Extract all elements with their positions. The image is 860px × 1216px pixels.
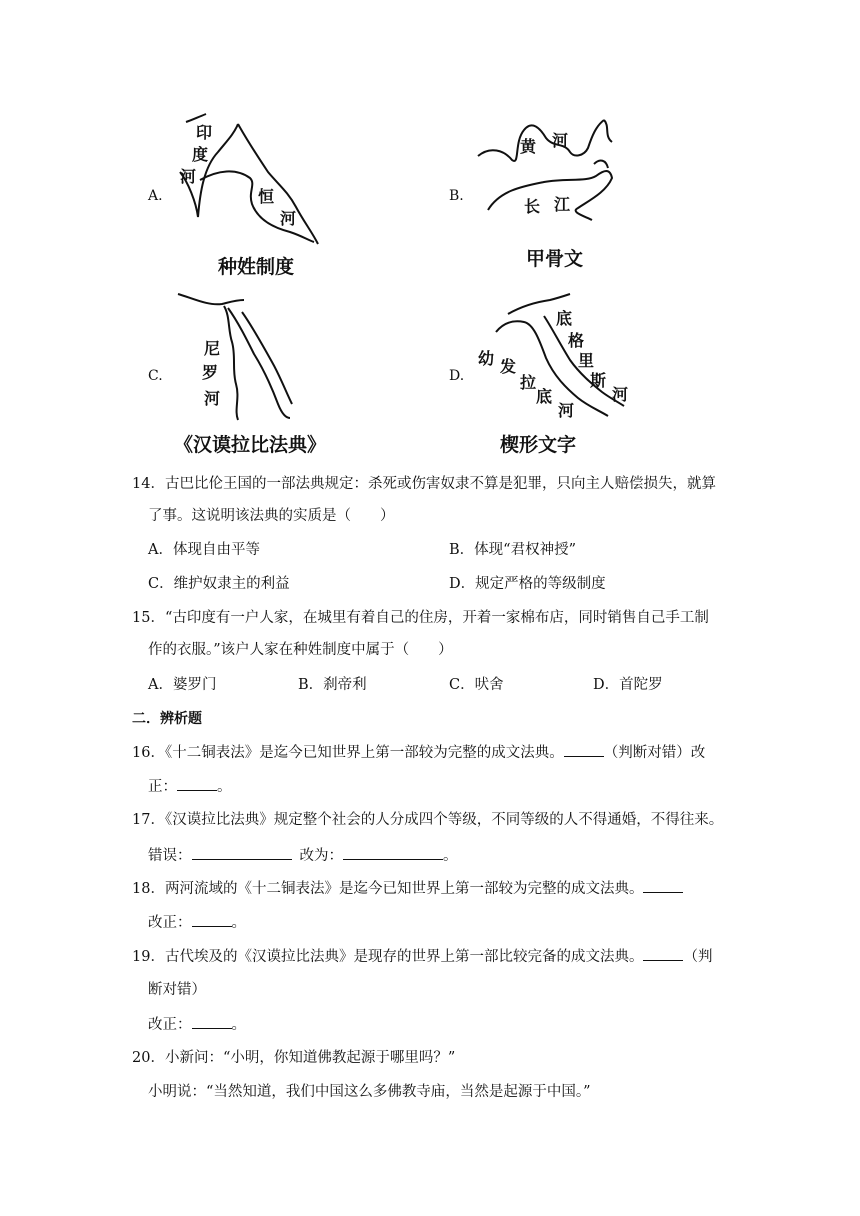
map-c-label-1: 尼 [204, 339, 221, 358]
q14-option-c[interactable]: C．维护奴隶主的利益 [148, 576, 290, 592]
q19-line1 [132, 946, 712, 967]
map-c-label-3: 河 [204, 389, 221, 408]
q16-period: 。 [217, 779, 232, 795]
q17-error-label: 错误： [148, 848, 192, 864]
section-title: 二．辨析题 [132, 711, 202, 727]
q20-line1: 20．小新问：“小明，你知道佛教起源于哪里吗？” [132, 1050, 456, 1066]
q17-fix-blank[interactable] [343, 845, 443, 860]
q18-answer-blank[interactable] [643, 878, 683, 893]
q16-line2 [148, 776, 232, 797]
q19-period: 。 [231, 1017, 246, 1033]
map-b-label-2: 河 [552, 131, 569, 150]
map-c-label-2: 罗 [202, 363, 219, 382]
q16-text: 16．《十二铜表法》是迄今已知世界上第一部较为完整的成文法典。 [132, 745, 564, 761]
map-a-label-2: 度 [192, 145, 209, 164]
option-d-letter: D. [449, 368, 465, 384]
map-d-label-1: 底 [556, 309, 573, 328]
map-d-label-8: 拉 [520, 373, 537, 392]
q15-option-d[interactable]: D．首陀罗 [593, 677, 663, 693]
q18-line2 [148, 912, 246, 933]
map-a-label-5: 河 [280, 209, 297, 228]
q15-option-a[interactable]: A．婆罗门 [148, 677, 217, 693]
map-option-b [474, 112, 634, 278]
q15-stem-line1: 15．“古印度有一户人家，在城里有着自己的住房，开着一家棉布店，同时销售自己手工制 [132, 610, 709, 626]
option-a-letter: A. [148, 188, 163, 204]
q16-correct-label: 正： [148, 779, 177, 795]
q17-error-blank[interactable] [192, 845, 292, 860]
map-d-caption: 楔形文字 [500, 434, 577, 456]
map-option-a [178, 112, 324, 280]
map-d-label-2: 格 [568, 331, 585, 350]
q16-correction-blank[interactable] [177, 776, 217, 791]
q19-correct-label: 改正： [148, 1017, 192, 1033]
q18-text: 18．两河流域的《十二铜表法》是迄今已知世界上第一部较为完整的成文法典。 [132, 881, 644, 897]
q18-correct-label: 改正： [148, 915, 192, 931]
map-d-label-7: 发 [500, 357, 517, 376]
q19-line3 [148, 1014, 246, 1035]
q18-line1 [132, 878, 683, 899]
map-d-label-9: 底 [536, 387, 553, 406]
q14-option-a[interactable]: A．体现自由平等 [148, 542, 260, 558]
q14-option-d[interactable]: D．规定严格的等级制度 [449, 576, 606, 592]
map-d-label-5: 河 [612, 385, 629, 404]
q19-line2: 断对错） [148, 982, 206, 998]
map-option-c [172, 292, 336, 460]
map-d-label-4: 斯 [590, 371, 607, 390]
map-a-label-1: 印 [196, 123, 213, 142]
q14-option-b[interactable]: B．体现“君权神授” [449, 542, 576, 558]
q16-line1 [132, 742, 705, 763]
map-a-label-3: 河 [180, 167, 197, 186]
q19-answer-blank[interactable] [643, 946, 683, 961]
map-d-label-6: 幼 [478, 349, 495, 368]
q15-option-b[interactable]: B．刹帝利 [298, 677, 367, 693]
map-d-label-10: 河 [558, 401, 575, 420]
q14-stem-line1: 14．古巴比伦王国的一部法典规定：杀死或伤害奴隶不算是犯罪，只向主人赔偿损失，就算 [132, 476, 716, 492]
q15-stem-line2: 作的衣服。”该户人家在种姓制度中属于（ ） [148, 642, 453, 658]
map-option-d [474, 292, 638, 458]
q17-period: 。 [443, 848, 458, 864]
q19-correction-blank[interactable] [192, 1014, 232, 1029]
q19-text: 19．古代埃及的《汉谟拉比法典》是现存的世界上第一部比较完备的成文法典。 [132, 949, 644, 965]
map-a-label-4: 恒 [258, 187, 275, 206]
map-b-caption: 甲骨文 [526, 248, 584, 270]
map-b-label-4: 江 [554, 195, 571, 214]
q20-line2: 小明说：“当然知道，我们中国这么多佛教寺庙，当然是起源于中国。” [148, 1084, 591, 1100]
q15-option-c[interactable]: C．吠舍 [449, 677, 504, 693]
q19-text-tail: （判 [683, 949, 713, 965]
map-c-caption: 《汉谟拉比法典》 [174, 434, 327, 456]
option-b-letter: B. [449, 188, 464, 204]
q17-line1: 17．《汉谟拉比法典》规定整个社会的人分成四个等级，不同等级的人不得通婚，不得往来。 [132, 812, 724, 828]
map-b-label-1: 黄 [520, 137, 537, 156]
option-c-letter: C. [148, 368, 163, 384]
q16-text-tail: （判断对错）改 [603, 745, 706, 761]
q18-correction-blank[interactable] [192, 912, 232, 927]
q18-period: 。 [231, 915, 246, 931]
map-d-label-3: 里 [578, 351, 595, 370]
q17-line2 [148, 845, 458, 866]
q14-stem-line2: 了事。这说明该法典的实质是（ ） [148, 508, 395, 524]
map-b-label-3: 长 [524, 197, 541, 216]
map-a-caption: 种姓制度 [218, 256, 295, 278]
q17-fix-label: 改为： [299, 848, 343, 864]
q16-answer-blank[interactable] [564, 742, 604, 757]
